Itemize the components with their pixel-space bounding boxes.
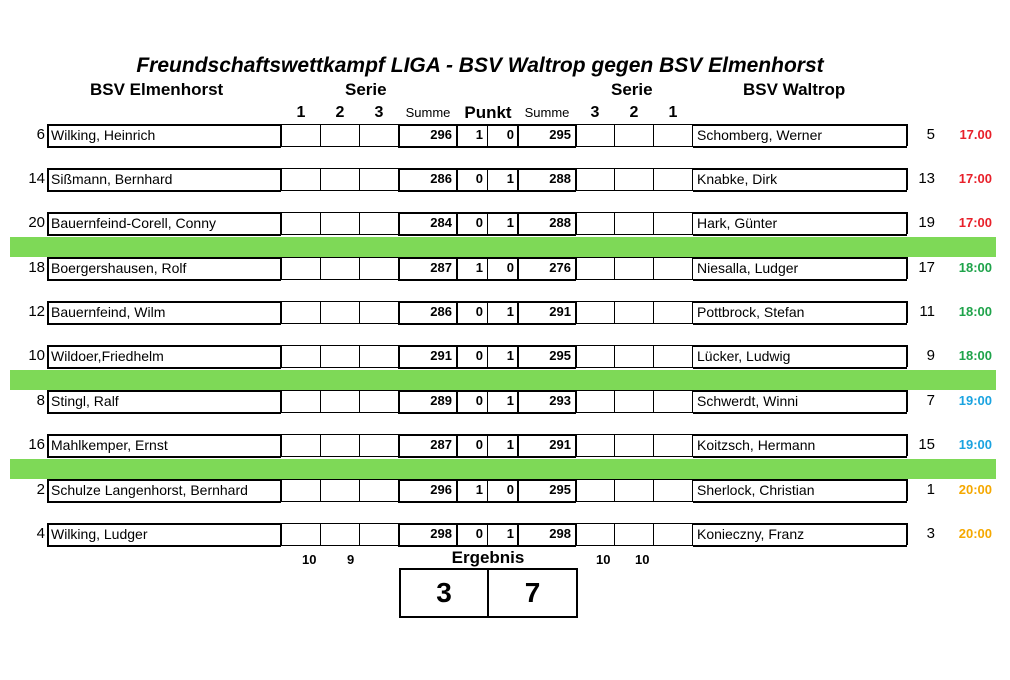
row-border bbox=[398, 234, 576, 236]
left-punkt: 0 bbox=[475, 215, 483, 230]
cell-divider bbox=[614, 390, 615, 412]
left-player-name: Bauernfeind, Wilm bbox=[51, 304, 166, 320]
row-border bbox=[693, 545, 907, 547]
row-border bbox=[47, 456, 281, 458]
right-serie-3-header: 3 bbox=[590, 104, 600, 121]
result-left-box: 3 bbox=[399, 568, 489, 618]
row-border bbox=[47, 146, 281, 148]
cell-divider bbox=[692, 345, 693, 367]
separator-bar bbox=[10, 237, 996, 257]
cell-divider bbox=[653, 390, 654, 412]
row-border bbox=[693, 146, 907, 148]
row-border bbox=[693, 367, 907, 369]
cell-divider bbox=[614, 523, 615, 545]
row-border bbox=[398, 146, 576, 148]
row-border bbox=[47, 367, 281, 369]
right-serie-label: Serie bbox=[611, 80, 653, 99]
left-summe: 298 bbox=[430, 526, 452, 541]
row-border bbox=[398, 190, 576, 192]
cell-divider bbox=[487, 345, 488, 367]
cell-divider bbox=[692, 390, 693, 412]
cell-divider bbox=[320, 345, 321, 367]
cell-divider bbox=[320, 124, 321, 146]
left-summe: 287 bbox=[430, 437, 452, 452]
cell-divider bbox=[359, 124, 360, 146]
right-punkt: 0 bbox=[506, 127, 514, 142]
left-player-name: Boergershausen, Rolf bbox=[51, 260, 187, 276]
cell-divider bbox=[614, 479, 615, 501]
cell-divider bbox=[359, 479, 360, 501]
right-player-number: 5 bbox=[926, 126, 935, 143]
row-border bbox=[47, 301, 49, 323]
cell-divider bbox=[692, 301, 693, 323]
right-team-title: BSV Waltrop bbox=[743, 80, 846, 99]
row-border bbox=[47, 479, 49, 501]
left-summe: 289 bbox=[430, 393, 452, 408]
left-summe: 284 bbox=[430, 215, 452, 230]
left-summe: 287 bbox=[430, 260, 452, 275]
page-title: Freundschaftswettkampf LIGA - BSV Waltrop gegen BSV Elmenhorst bbox=[136, 54, 824, 77]
left-player-number: 10 bbox=[28, 347, 45, 364]
start-time: 18:00 bbox=[958, 348, 992, 363]
row-border bbox=[47, 168, 49, 190]
row-border bbox=[398, 501, 576, 503]
right-player-number: 13 bbox=[918, 170, 935, 187]
start-time: 20:00 bbox=[958, 482, 992, 497]
cell-divider bbox=[653, 257, 654, 279]
left-team-title: BSV Elmenhorst bbox=[90, 80, 224, 99]
cell-divider bbox=[320, 257, 321, 279]
cell-divider bbox=[692, 434, 693, 456]
cell-divider bbox=[575, 168, 577, 190]
right-punkt: 1 bbox=[506, 393, 514, 408]
cell-divider bbox=[575, 212, 577, 234]
left-summe: 296 bbox=[430, 482, 452, 497]
left-punkt: 1 bbox=[475, 127, 483, 142]
cell-divider bbox=[692, 168, 693, 190]
cell-divider bbox=[320, 168, 321, 190]
left-punkt: 1 bbox=[475, 260, 483, 275]
cell-divider bbox=[359, 345, 360, 367]
left-player-name: Wilking, Ludger bbox=[51, 526, 148, 542]
start-time: 17:00 bbox=[958, 215, 992, 230]
left-player-name: Mahlkemper, Ernst bbox=[51, 437, 168, 453]
cell-divider bbox=[614, 257, 615, 279]
cell-divider bbox=[359, 434, 360, 456]
left-punkt: 0 bbox=[475, 437, 483, 452]
right-player-number: 11 bbox=[919, 303, 935, 320]
row-border bbox=[398, 412, 576, 414]
start-time: 18:00 bbox=[958, 260, 992, 275]
cell-divider bbox=[653, 212, 654, 234]
right-punkt: 0 bbox=[506, 482, 514, 497]
row-border bbox=[398, 279, 576, 281]
left-punkt: 0 bbox=[475, 348, 483, 363]
cell-divider bbox=[359, 523, 360, 545]
right-player-name: Niesalla, Ludger bbox=[697, 260, 799, 276]
right-summe: 298 bbox=[549, 526, 571, 541]
right-punkt: 1 bbox=[506, 526, 514, 541]
cell-divider bbox=[487, 168, 488, 190]
row-border bbox=[280, 345, 282, 367]
cell-divider bbox=[487, 212, 488, 234]
row-border bbox=[47, 212, 49, 234]
right-punkt: 1 bbox=[506, 171, 514, 186]
right-player-name: Lücker, Ludwig bbox=[697, 348, 791, 364]
left-player-number: 6 bbox=[36, 126, 45, 143]
cell-divider bbox=[487, 124, 488, 146]
result-right-box: 7 bbox=[487, 568, 578, 618]
cell-divider bbox=[653, 168, 654, 190]
cell-divider bbox=[575, 390, 577, 412]
left-player-number: 2 bbox=[36, 481, 45, 498]
cell-divider bbox=[320, 212, 321, 234]
cell-divider bbox=[487, 390, 488, 412]
row-border bbox=[693, 234, 907, 236]
right-summe: 291 bbox=[549, 437, 571, 452]
cell-divider bbox=[653, 523, 654, 545]
right-serie-1-header: 1 bbox=[668, 104, 678, 121]
cell-divider bbox=[487, 257, 488, 279]
cell-divider bbox=[575, 434, 577, 456]
start-time: 19:00 bbox=[958, 393, 992, 408]
row-border bbox=[47, 257, 49, 279]
left-serie-3-header: 3 bbox=[374, 104, 384, 121]
left-player-number: 8 bbox=[36, 392, 45, 409]
cell-divider bbox=[320, 479, 321, 501]
left-player-number: 14 bbox=[28, 170, 45, 187]
cell-divider bbox=[575, 523, 577, 545]
row-border bbox=[47, 390, 49, 412]
left-player-name: Wilking, Heinrich bbox=[51, 127, 156, 143]
row-border bbox=[280, 124, 282, 146]
left-summe-header: Summe bbox=[405, 105, 451, 120]
row-border bbox=[47, 124, 49, 146]
left-player-name: Bauernfeind-Corell, Conny bbox=[51, 215, 216, 231]
row-border bbox=[47, 412, 281, 414]
left-serie-2-total: 9 bbox=[347, 552, 355, 567]
cell-divider bbox=[614, 168, 615, 190]
right-player-number: 19 bbox=[918, 214, 935, 231]
right-punkt: 1 bbox=[506, 215, 514, 230]
cell-divider bbox=[487, 434, 488, 456]
cell-divider bbox=[692, 212, 693, 234]
right-player-number: 7 bbox=[926, 392, 935, 409]
cell-divider bbox=[692, 124, 693, 146]
start-time: 20:00 bbox=[958, 526, 992, 541]
left-player-name: Schulze Langenhorst, Bernhard bbox=[51, 482, 248, 498]
cell-divider bbox=[653, 345, 654, 367]
right-serie-2-header: 2 bbox=[629, 104, 639, 121]
left-summe: 286 bbox=[430, 171, 452, 186]
row-border bbox=[280, 434, 282, 456]
left-serie-1-header: 1 bbox=[296, 104, 306, 121]
right-player-name: Hark, Günter bbox=[697, 215, 778, 231]
left-player-name: Sißmann, Bernhard bbox=[51, 171, 173, 187]
row-border bbox=[47, 545, 281, 547]
row-border bbox=[280, 168, 282, 190]
cell-divider bbox=[692, 479, 693, 501]
right-summe: 276 bbox=[549, 260, 571, 275]
left-punkt: 0 bbox=[475, 393, 483, 408]
cell-divider bbox=[575, 301, 577, 323]
left-serie-label: Serie bbox=[345, 80, 387, 99]
left-serie-1-total: 10 bbox=[302, 552, 317, 567]
cell-divider bbox=[614, 345, 615, 367]
left-summe: 286 bbox=[430, 304, 452, 319]
right-summe: 291 bbox=[549, 304, 571, 319]
cell-divider bbox=[359, 212, 360, 234]
left-player-number: 12 bbox=[28, 303, 45, 320]
right-player-name: Knabke, Dirk bbox=[697, 171, 778, 187]
left-punkt: 0 bbox=[475, 171, 483, 186]
separator-bar bbox=[10, 370, 996, 390]
right-punkt: 1 bbox=[506, 437, 514, 452]
row-border bbox=[398, 456, 576, 458]
start-time: 17:00 bbox=[958, 171, 992, 186]
right-player-name: Schomberg, Werner bbox=[697, 127, 823, 143]
cell-divider bbox=[487, 479, 488, 501]
row-border bbox=[280, 523, 282, 545]
right-summe: 295 bbox=[549, 127, 571, 142]
punkt-header: Punkt bbox=[464, 103, 512, 122]
start-time: 18:00 bbox=[958, 304, 992, 319]
row-border bbox=[47, 345, 49, 367]
right-summe: 295 bbox=[549, 348, 571, 363]
left-punkt: 0 bbox=[475, 304, 483, 319]
cell-divider bbox=[487, 523, 488, 545]
right-summe: 288 bbox=[549, 171, 571, 186]
cell-divider bbox=[653, 301, 654, 323]
left-serie-2-header: 2 bbox=[335, 104, 345, 121]
cell-divider bbox=[575, 345, 577, 367]
row-border bbox=[47, 190, 281, 192]
right-player-number: 15 bbox=[918, 436, 935, 453]
left-player-number: 16 bbox=[28, 436, 45, 453]
right-player-name: Sherlock, Christian bbox=[697, 482, 815, 498]
row-border bbox=[693, 456, 907, 458]
cell-divider bbox=[575, 257, 577, 279]
right-serie-3-total: 10 bbox=[596, 552, 611, 567]
right-summe-header: Summe bbox=[524, 105, 570, 120]
right-summe: 295 bbox=[549, 482, 571, 497]
row-border bbox=[693, 190, 907, 192]
cell-divider bbox=[614, 434, 615, 456]
cell-divider bbox=[692, 257, 693, 279]
row-border bbox=[47, 323, 281, 325]
cell-divider bbox=[320, 301, 321, 323]
left-player-name: Stingl, Ralf bbox=[51, 393, 119, 409]
right-player-number: 9 bbox=[926, 347, 935, 364]
cell-divider bbox=[575, 479, 577, 501]
cell-divider bbox=[614, 301, 615, 323]
left-player-name: Wildoer,Friedhelm bbox=[51, 348, 164, 364]
start-time: 17.00 bbox=[959, 127, 992, 142]
row-border bbox=[398, 323, 576, 325]
start-time: 19:00 bbox=[958, 437, 992, 452]
row-border bbox=[47, 234, 281, 236]
right-player-number: 17 bbox=[918, 259, 935, 276]
row-border bbox=[47, 501, 281, 503]
right-summe: 293 bbox=[549, 393, 571, 408]
row-border bbox=[280, 301, 282, 323]
row-border bbox=[398, 367, 576, 369]
cell-divider bbox=[614, 212, 615, 234]
cell-divider bbox=[320, 390, 321, 412]
row-border bbox=[693, 279, 907, 281]
ergebnis-label: Ergebnis bbox=[451, 548, 525, 567]
cell-divider bbox=[320, 523, 321, 545]
row-border bbox=[47, 279, 281, 281]
cell-divider bbox=[692, 523, 693, 545]
cell-divider bbox=[653, 434, 654, 456]
row-border bbox=[693, 323, 907, 325]
row-border bbox=[47, 434, 49, 456]
right-punkt: 1 bbox=[506, 304, 514, 319]
cell-divider bbox=[653, 479, 654, 501]
cell-divider bbox=[320, 434, 321, 456]
right-punkt: 1 bbox=[506, 348, 514, 363]
cell-divider bbox=[359, 257, 360, 279]
right-player-number: 1 bbox=[926, 481, 935, 498]
cell-divider bbox=[359, 168, 360, 190]
cell-divider bbox=[614, 124, 615, 146]
left-player-number: 20 bbox=[28, 214, 45, 231]
row-border bbox=[280, 257, 282, 279]
row-border bbox=[280, 479, 282, 501]
left-punkt: 1 bbox=[475, 482, 483, 497]
left-summe: 291 bbox=[430, 348, 452, 363]
row-border bbox=[280, 212, 282, 234]
right-player-name: Koitzsch, Hermann bbox=[697, 437, 816, 453]
right-summe: 288 bbox=[549, 215, 571, 230]
left-player-number: 4 bbox=[36, 525, 45, 542]
row-border bbox=[398, 545, 576, 547]
row-border bbox=[693, 412, 907, 414]
row-border bbox=[47, 523, 49, 545]
left-punkt: 0 bbox=[475, 526, 483, 541]
cell-divider bbox=[359, 301, 360, 323]
right-player-name: Schwerdt, Winni bbox=[697, 393, 799, 409]
row-border bbox=[280, 390, 282, 412]
cell-divider bbox=[487, 301, 488, 323]
separator-bar bbox=[10, 459, 996, 479]
right-punkt: 0 bbox=[506, 260, 514, 275]
right-player-number: 3 bbox=[926, 525, 935, 542]
right-serie-2-total: 10 bbox=[635, 552, 650, 567]
right-player-name: Konieczny, Franz bbox=[697, 526, 805, 542]
cell-divider bbox=[575, 124, 577, 146]
row-border bbox=[693, 501, 907, 503]
left-player-number: 18 bbox=[28, 259, 45, 276]
left-summe: 296 bbox=[430, 127, 452, 142]
cell-divider bbox=[653, 124, 654, 146]
cell-divider bbox=[359, 390, 360, 412]
right-player-name: Pottbrock, Stefan bbox=[697, 304, 805, 320]
